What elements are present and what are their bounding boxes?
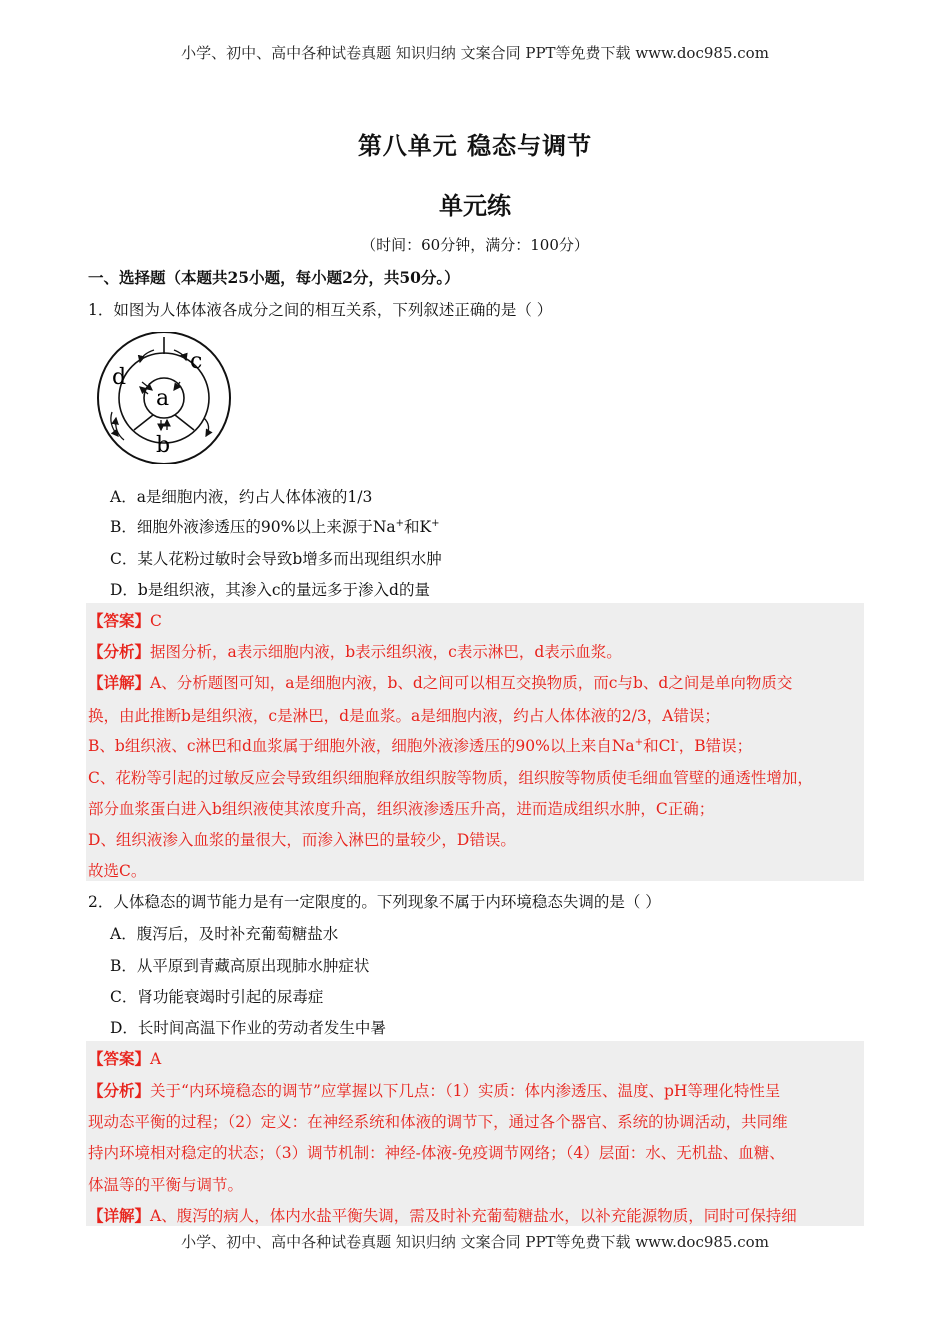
q1-detail-1: 【详解】A、分析题图可知，a是细胞内液，b、d之间可以相互交换物质，而c与b、d之间是单向物质交 bbox=[88, 673, 793, 692]
exam-meta: （时间：60分钟，满分：100分） bbox=[361, 236, 589, 254]
label-c: c bbox=[190, 349, 203, 374]
question-2-stem: 2．人体稳态的调节能力是有一定限度的。下列现象不属于内环境稳态失调的是（ ） bbox=[88, 893, 661, 911]
label-a: a bbox=[156, 386, 170, 411]
q1-detail-6: D、组织液渗入血浆的量很大，而渗入淋巴的量较少，D错误。 bbox=[88, 831, 516, 849]
question-1-stem: 1．如图为人体体液各成分之间的相互关系，下列叙述正确的是（ ） bbox=[88, 301, 553, 319]
q2-analysis-4: 体温等的平衡与调节。 bbox=[88, 1176, 244, 1194]
q1-option-d: D．b是组织液，其渗入c的量远多于渗入d的量 bbox=[110, 581, 430, 599]
label-b: b bbox=[156, 433, 171, 458]
q2-analysis-1: 【分析】关于“内环境稳态的调节”应掌握以下几点：（1）实质：体内渗透压、温度、pH等理化特性呈 bbox=[88, 1081, 781, 1100]
sub-title: 单元练 bbox=[439, 191, 511, 220]
q2-answer: 【答案】A bbox=[88, 1049, 162, 1068]
q1-detail-2: 换，由此推断b是组织液，c是淋巴，d是血浆。a是细胞内液，约占人体体液的2/3，A错误； bbox=[88, 707, 720, 725]
q2-option-d: D．长时间高温下作业的劳动者发生中暑 bbox=[110, 1019, 386, 1037]
q1-answer: 【答案】C bbox=[88, 611, 162, 630]
q2-option-b: B．从平原到青藏高原出现肺水肿症状 bbox=[110, 957, 370, 975]
q1-option-b: B．细胞外液渗透压的90%以上来源于Na+和K+ bbox=[110, 517, 440, 536]
q1-detail-5: 部分血浆蛋白进入b组织液使其浓度升高，组织液渗透压升高，进而造成组织水肿，C正确； bbox=[88, 800, 715, 818]
q2-answer-box bbox=[86, 1041, 864, 1226]
q1-option-c: C．某人花粉过敏时会导致b增多而出现组织水肿 bbox=[110, 550, 442, 568]
q2-analysis-2: 现动态平衡的过程；（2）定义：在神经系统和体液的调节下，通过各个器官、系统的协调活动，共同维 bbox=[88, 1113, 788, 1131]
q2-analysis-3: 持内环境相对稳定的状态；（3）调节机制：神经-体液-免疫调节网络；（4）层面：水、无机盐、血糖、 bbox=[88, 1144, 785, 1162]
label-d: d bbox=[112, 365, 127, 390]
body-fluid-diagram bbox=[94, 332, 236, 464]
q1-detail-3: B、b组织液、c淋巴和d血浆属于细胞外液，细胞外液渗透压的90%以上来自Na+和Cl-，B错误； bbox=[88, 736, 753, 755]
section-heading: 一、选择题（本题共25小题，每小题2分，共50分。） bbox=[88, 268, 460, 287]
page-footer: 小学、初中、高中各种试卷真题 知识归纳 文案合同 PPT等免费下载 www.doc985.com bbox=[181, 1233, 769, 1251]
q1-analysis: 【分析】据图分析，a表示细胞内液，b表示组织液，c表示淋巴，d表示血浆。 bbox=[88, 642, 622, 661]
unit-title: 第八单元 稳态与调节 bbox=[357, 131, 593, 160]
q2-detail-1: 【详解】A、腹泻的病人，体内水盐平衡失调，需及时补充葡萄糖盐水，以补充能源物质，同时可保持细 bbox=[88, 1206, 797, 1225]
q2-option-a: A．腹泻后，及时补充葡萄糖盐水 bbox=[110, 925, 339, 943]
q1-conclusion: 故选C。 bbox=[88, 862, 147, 880]
q1-option-a: A．a是细胞内液，约占人体体液的1/3 bbox=[110, 488, 373, 506]
q2-option-c: C．肾功能衰竭时引起的尿毒症 bbox=[110, 988, 324, 1006]
q1-detail-4: C、花粉等引起的过敏反应会导致组织细胞释放组织胺等物质，组织胺等物质使毛细血管壁的通透性增加， bbox=[88, 769, 813, 787]
page-header: 小学、初中、高中各种试卷真题 知识归纳 文案合同 PPT等免费下载 www.doc985.com bbox=[181, 44, 769, 62]
